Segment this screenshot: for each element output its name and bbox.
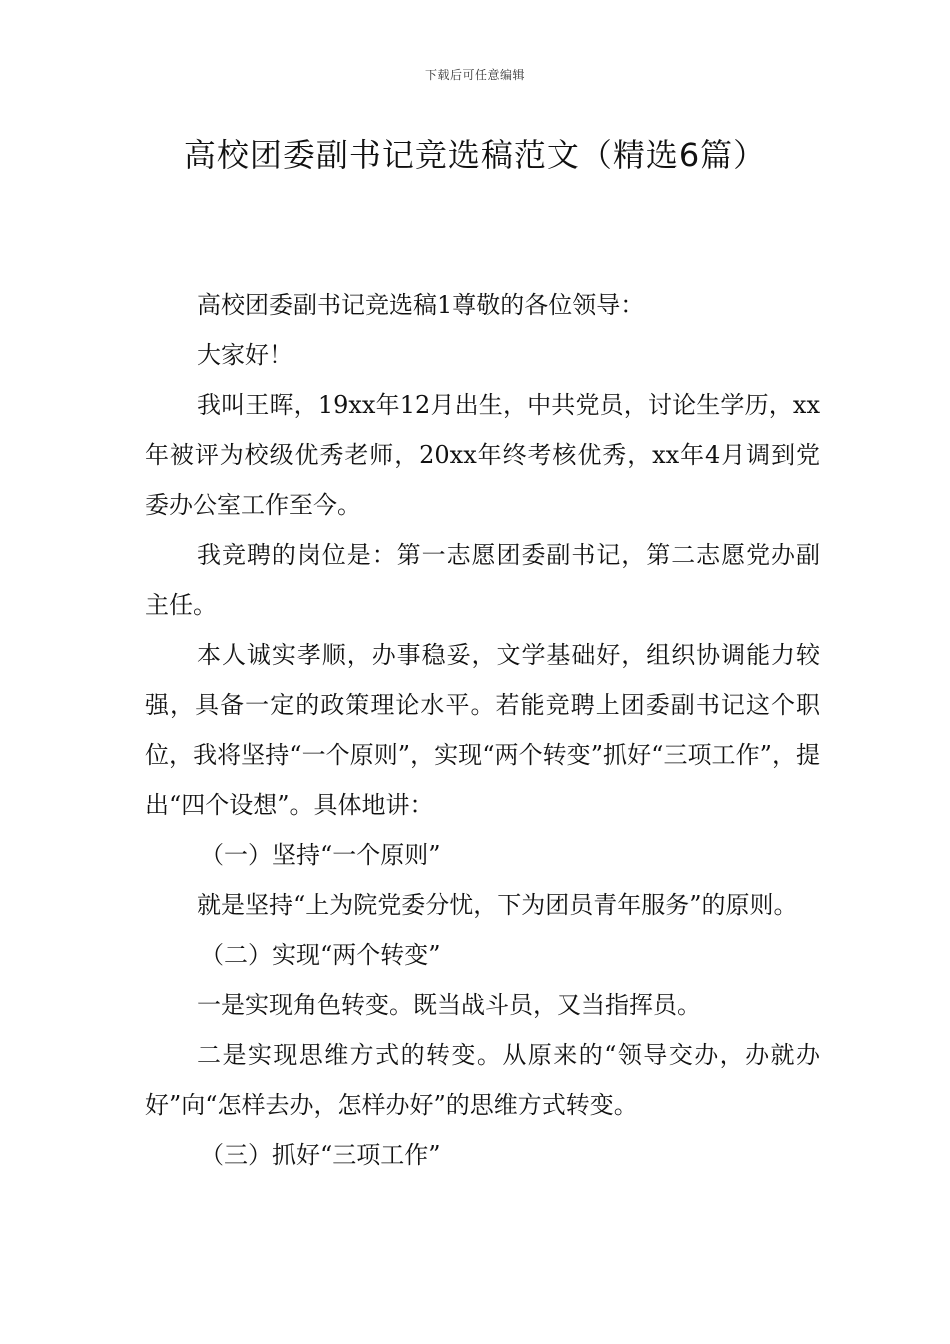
paragraph-thinking-change: 二是实现思维方式的转变。从原来的“领导交办，办就办好”向“怎样去办，怎样办好”的思维方式转变。: [145, 1041, 820, 1119]
paragraph-qualities: 本人诚实孝顺，办事稳妥，文学基础好，组织协调能力较强，具备一定的政策理论水平。若能竞聘上团委副书记这个职位，我将坚持“一个原则”，实现“两个转变”抓好“三项工作”，提出“四个设想”。具体地讲：: [145, 641, 820, 819]
paragraph-position: 我竞聘的岗位是：第一志愿团委副书记，第二志愿党办副主任。: [145, 541, 820, 619]
section-heading-1: （一）坚持“一个原则”: [200, 841, 441, 869]
section-heading-2: （二）实现“两个转变”: [200, 941, 441, 969]
paragraph-principle: 就是坚持“上为院党委分忧，下为团员青年服务”的原则。: [197, 891, 798, 919]
document-title: 高校团委副书记竞选稿范文（精选6篇）: [183, 136, 767, 174]
header-note: 下载后可任意编辑: [424, 68, 525, 82]
paragraph-greeting: 高校团委副书记竞选稿1尊敬的各位领导：: [197, 291, 645, 319]
document-body: [145, 280, 820, 1180]
paragraph-role-change: 一是实现角色转变。既当战斗员，又当指挥员。: [197, 991, 701, 1019]
section-heading-3: （三）抓好“三项工作”: [200, 1141, 441, 1169]
paragraph-self-intro: 我叫王晖，19xx年12月出生，中共党员，讨论生学历，xx年被评为校级优秀老师，20xx年终考核优秀，xx年4月调到党委办公室工作至今。: [145, 391, 820, 519]
paragraph-hello: 大家好！: [197, 341, 293, 369]
